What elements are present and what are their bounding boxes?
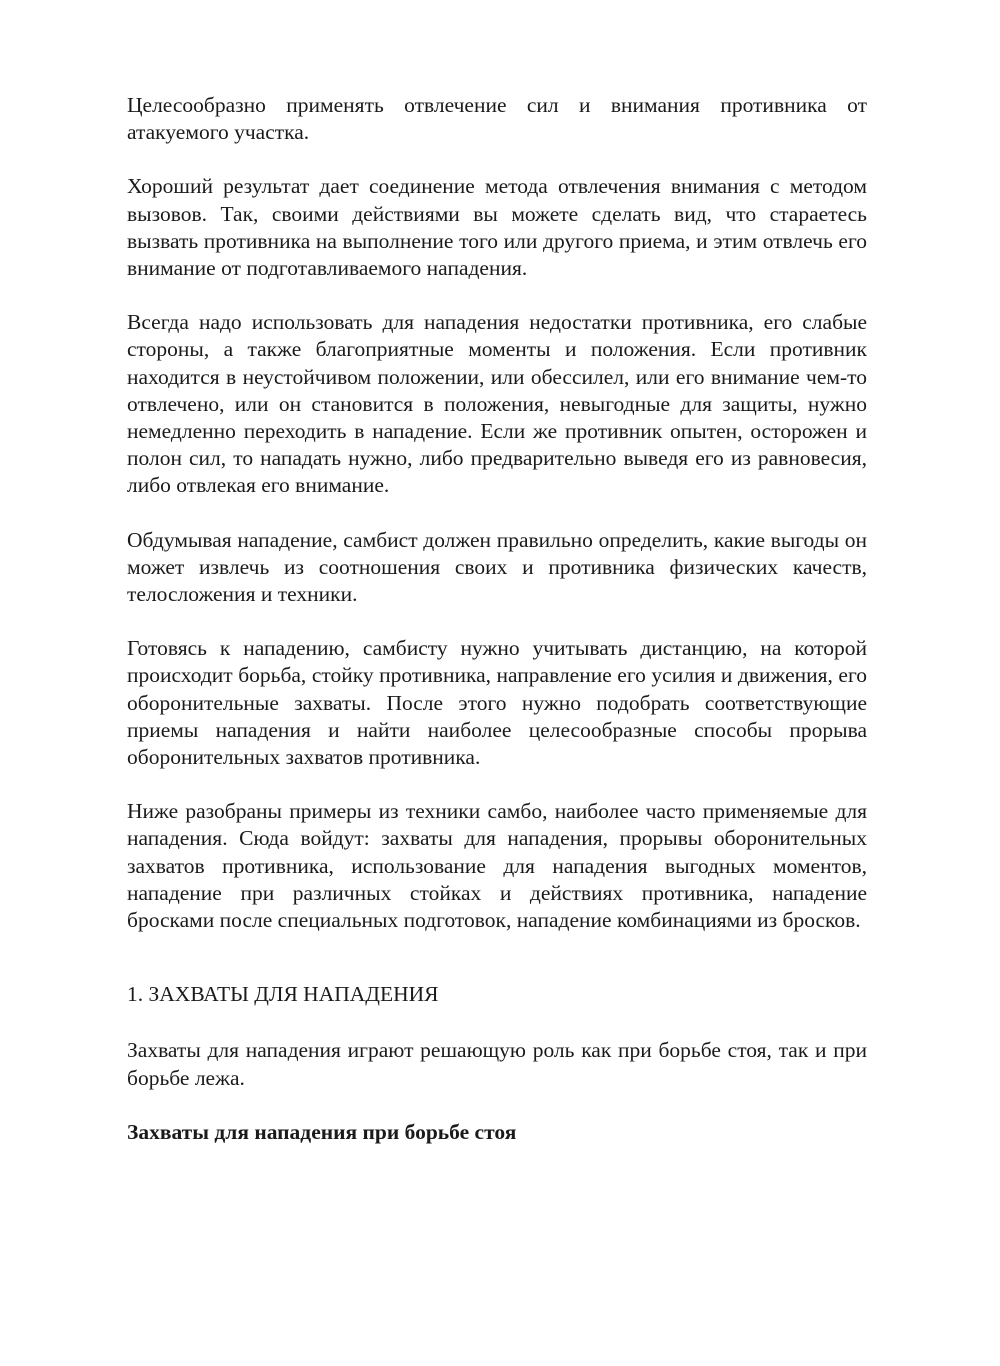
section-heading: 1. ЗАХВАТЫ ДЛЯ НАПАДЕНИЯ (127, 982, 439, 1007)
paragraph-examples: Ниже разобраны примеры из техники самбо, наиболее часто применяемые для нападения. Сюда войдут: захваты для нападения, прорывы оборонительных захватов противника, использование для нападения выгодных моментов, нападение при различных стойках и действиях противника, нападение бросками после специальных подготовок, нападение комбинациями из бросков. (127, 799, 867, 933)
paragraph-planning: Обдумывая нападение, самбист должен правильно определить, какие выгоды он может извлечь из соотношения своих и противника физических качеств, телосложения и техники. (127, 527, 867, 607)
paragraph-weaknesses: Всегда надо использовать для нападения недостатки противника, его слабые стороны, а также благоприятные моменты и положения. Если противник находится в неустойчивом положении, или обессилел, или его внимание чем-то отвлечено, или он становится в положения, невыгодные для защиты, нужно немедленно переходить в нападение. Если же противник опытен, осторожен и полон сил, то нападать нужно, либо предварительно выведя его из равновесия, либо отвлекая его внимание. (127, 310, 867, 498)
paragraph-distraction: Целесообразно применять отвлечение сил и внимания противника от атакуемого участка. (127, 93, 867, 145)
paragraph-combined-methods: Хороший результат дает соединение метода отвлечения внимания с методом вызовов. Так, своими действиями вы можете сделать вид, что стараетесь вызвать противника на выполнение того или другого приема, и этим отвлечь его внимание от подготавливаемого нападения. (127, 174, 867, 281)
subheading: Захваты для нападения при борьбе стоя (127, 1119, 517, 1144)
paragraph-preparation: Готовясь к нападению, самбисту нужно учитывать дистанцию, на которой происходит борьба, стойку противника, направление его усилия и движения, его оборонительные захваты. После этого нужно подобрать соответствующие приемы нападения и найти наиболее целесообразные способы прорыва оборонительных захватов противника. (127, 636, 867, 770)
document-page (127, 92, 867, 1146)
section-paragraph: Захваты для нападения играют решающую роль как при борьбе стоя, так и при борьбе лежа. (127, 1038, 867, 1090)
